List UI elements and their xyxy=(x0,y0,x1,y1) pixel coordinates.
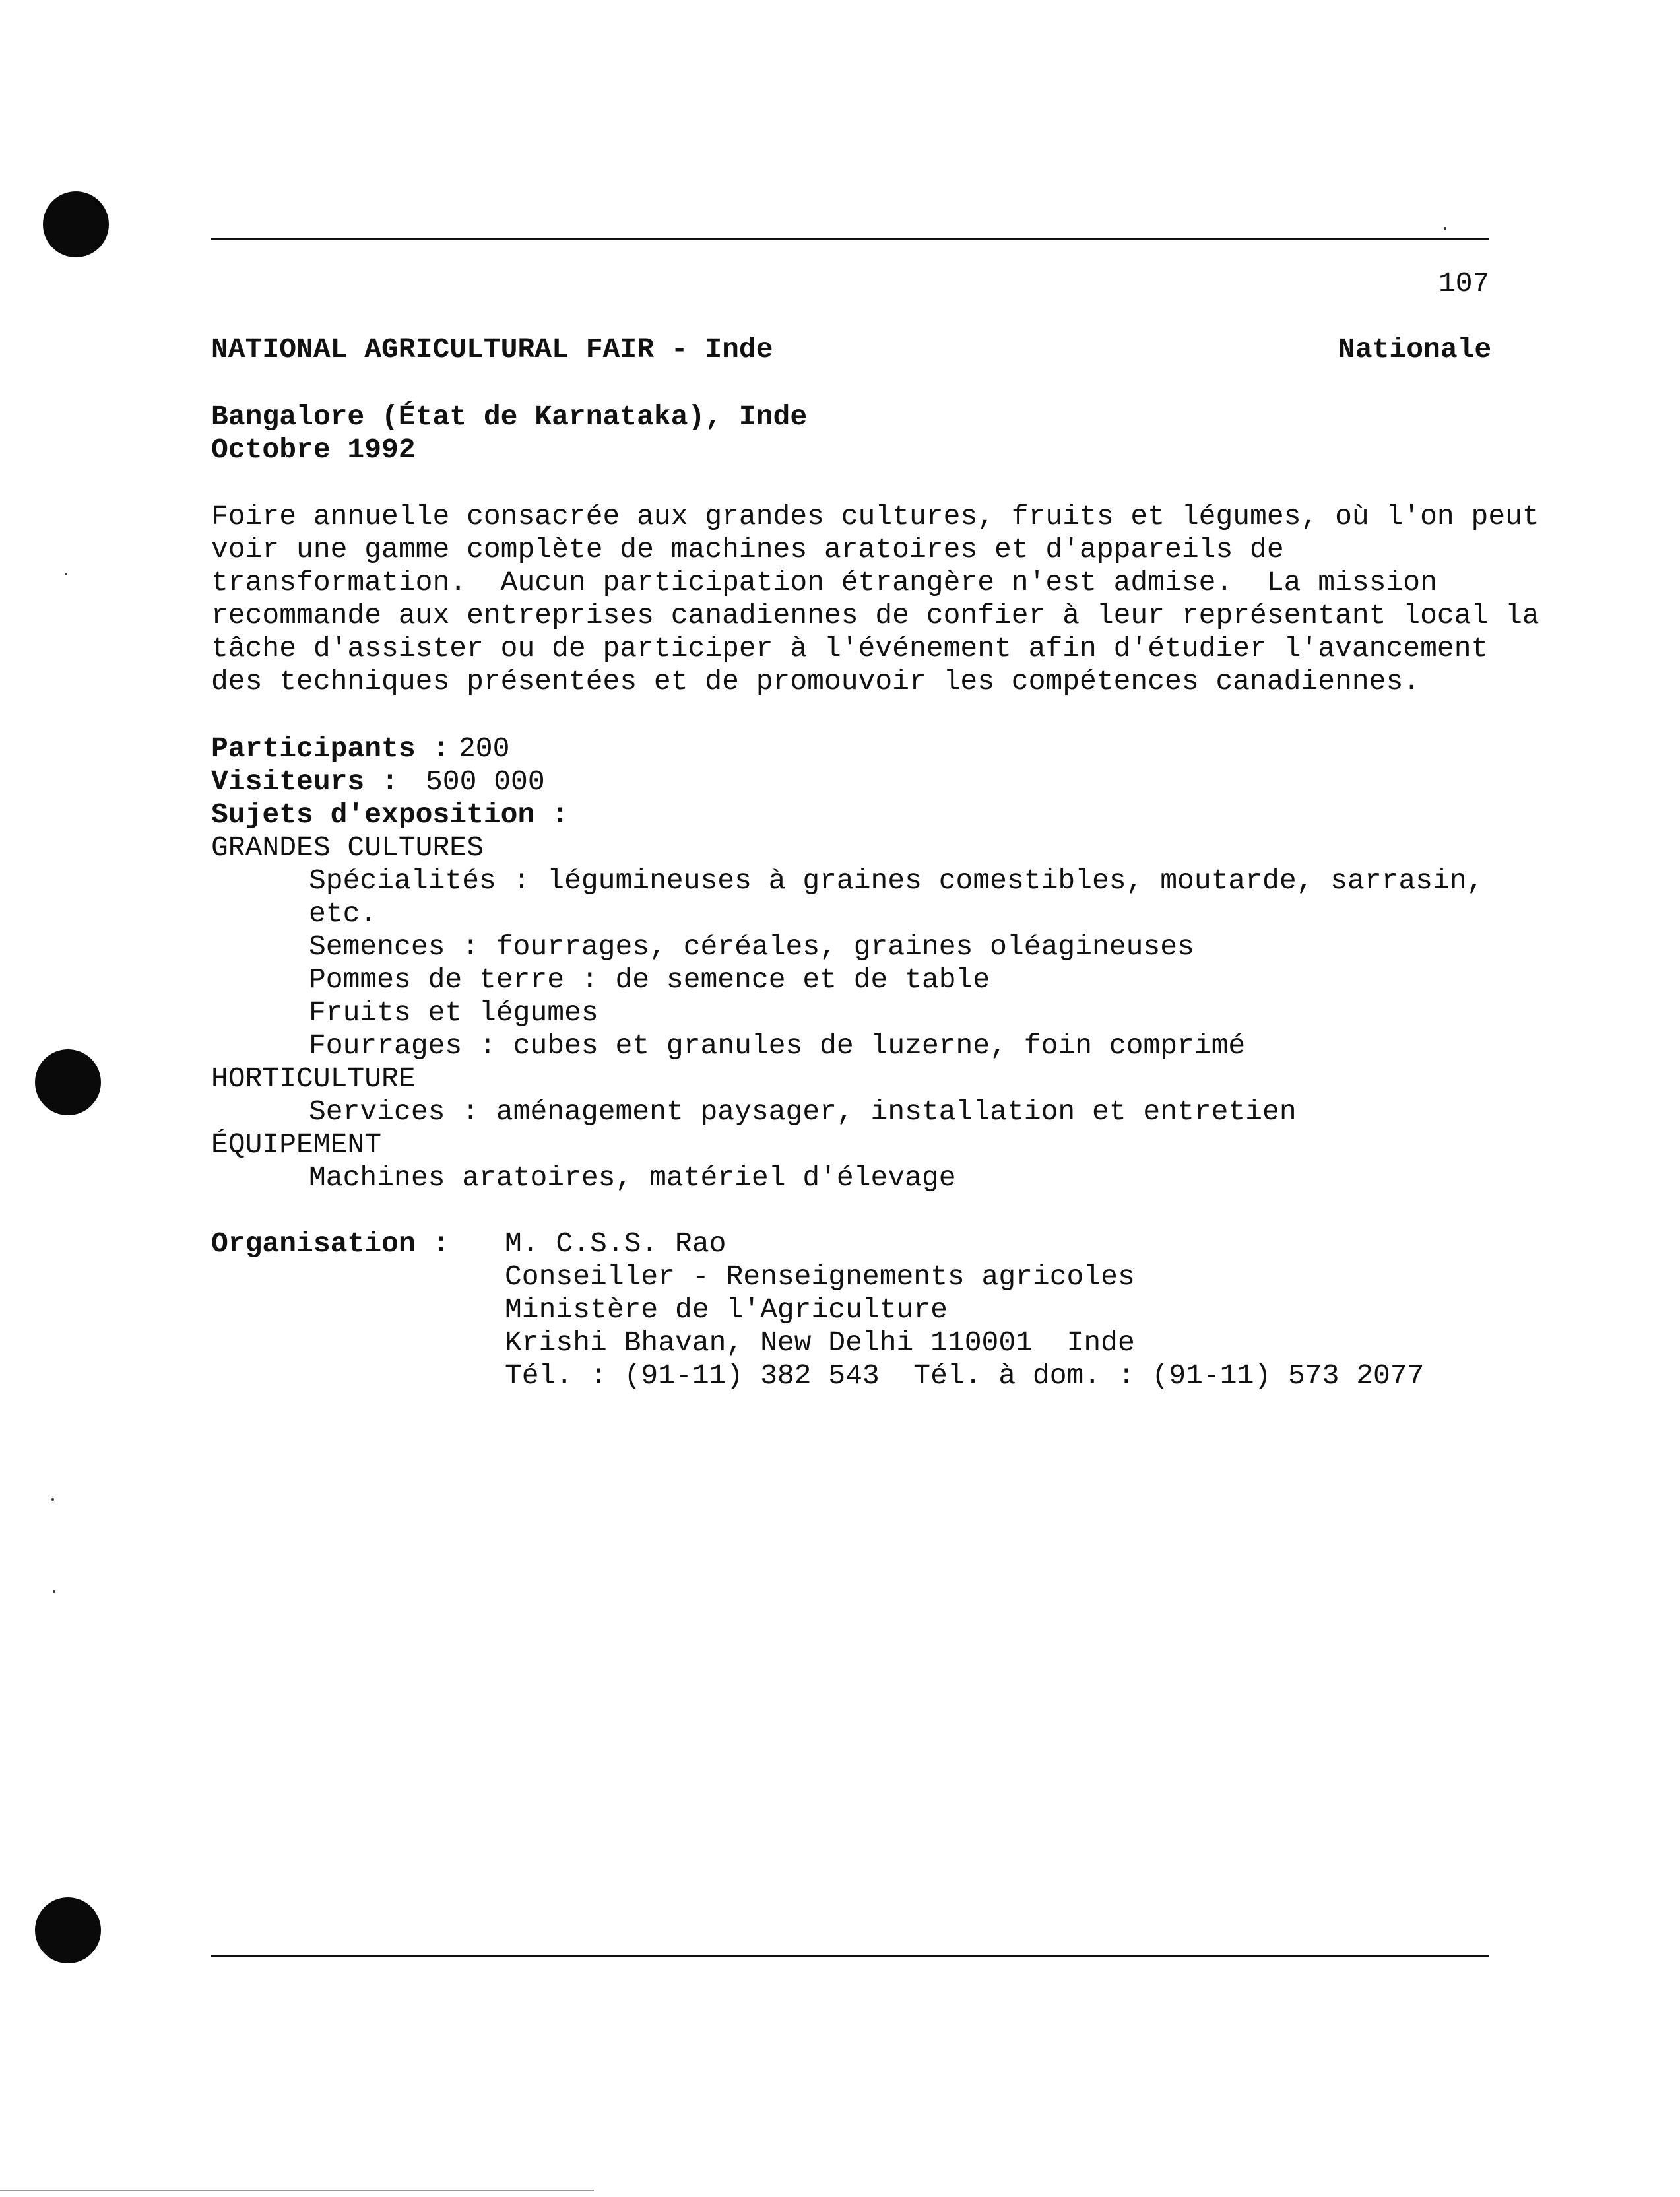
description-line: recommande aux entreprises canadiennes de confier à leur représentant local la xyxy=(211,599,1539,632)
binder-hole-bottom xyxy=(35,1897,101,1963)
category-item: Semences : fourrages, céréales, graines oléagineuses xyxy=(309,931,1194,963)
organisation-line: Tél. : (91-11) 382 543 Tél. à dom. : (91-11) 573 2077 xyxy=(505,1360,1425,1392)
participants-label: Participants : xyxy=(211,733,450,765)
fair-date: Octobre 1992 xyxy=(211,434,416,466)
category-heading: GRANDES CULTURES xyxy=(211,832,484,864)
description-line: voir une gamme complète de machines aratoires et d'appareils de xyxy=(211,533,1284,566)
description-line: des techniques présentées et de promouvoir les compétences canadiennes. xyxy=(211,665,1421,698)
organisation-line: Ministère de l'Agriculture xyxy=(505,1294,948,1326)
category-heading: HORTICULTURE xyxy=(211,1063,416,1095)
organisation-line: Krishi Bhavan, New Delhi 110001 Inde xyxy=(505,1327,1135,1359)
fair-location: Bangalore (État de Karnataka), Inde xyxy=(211,401,808,433)
bottom-rule xyxy=(211,1955,1489,1957)
category-item: Services : aménagement paysager, installation et entretien xyxy=(309,1096,1297,1128)
category-item: Spécialités : légumineuses à graines comestibles, moutarde, sarrasin, xyxy=(309,865,1484,897)
category-item: Pommes de terre : de semence et de table xyxy=(309,964,990,996)
top-rule xyxy=(211,238,1489,240)
scan-edge xyxy=(0,2190,594,2191)
organisation-line: M. C.S.S. Rao xyxy=(505,1228,727,1260)
category-item: Machines aratoires, matériel d'élevage xyxy=(309,1162,956,1194)
organisation-label: Organisation : xyxy=(211,1228,450,1260)
category-item: Fruits et légumes xyxy=(309,997,598,1029)
scan-speck xyxy=(1444,227,1446,230)
scan-speck xyxy=(51,1498,54,1501)
description-line: tâche d'assister ou de participer à l'événement afin d'étudier l'avancement xyxy=(211,632,1489,665)
scan-speck xyxy=(53,1590,55,1593)
visitors-label: Visiteurs : xyxy=(211,766,399,798)
page-number: 107 xyxy=(1438,267,1490,300)
category-item: Fourrages : cubes et granules de luzerne, foin comprimé xyxy=(309,1030,1246,1062)
subjects-label: Sujets d'exposition : xyxy=(211,799,569,831)
binder-hole-middle xyxy=(35,1049,101,1115)
scan-speck xyxy=(65,573,67,575)
visitors-value: 500 000 xyxy=(426,766,545,798)
fair-type: Nationale xyxy=(1338,333,1492,366)
participants-value: 200 xyxy=(459,733,510,765)
description-line: Foire annuelle consacrée aux grandes cultures, fruits et légumes, où l'on peut xyxy=(211,500,1539,533)
fair-title: NATIONAL AGRICULTURAL FAIR - Inde xyxy=(211,333,773,366)
category-heading: ÉQUIPEMENT xyxy=(211,1129,382,1161)
organisation-line: Conseiller - Renseignements agricoles xyxy=(505,1261,1135,1293)
binder-hole-top xyxy=(43,191,109,257)
description-line: transformation. Aucun participation étrangère n'est admise. La mission xyxy=(211,566,1437,599)
category-item: etc. xyxy=(309,898,377,930)
